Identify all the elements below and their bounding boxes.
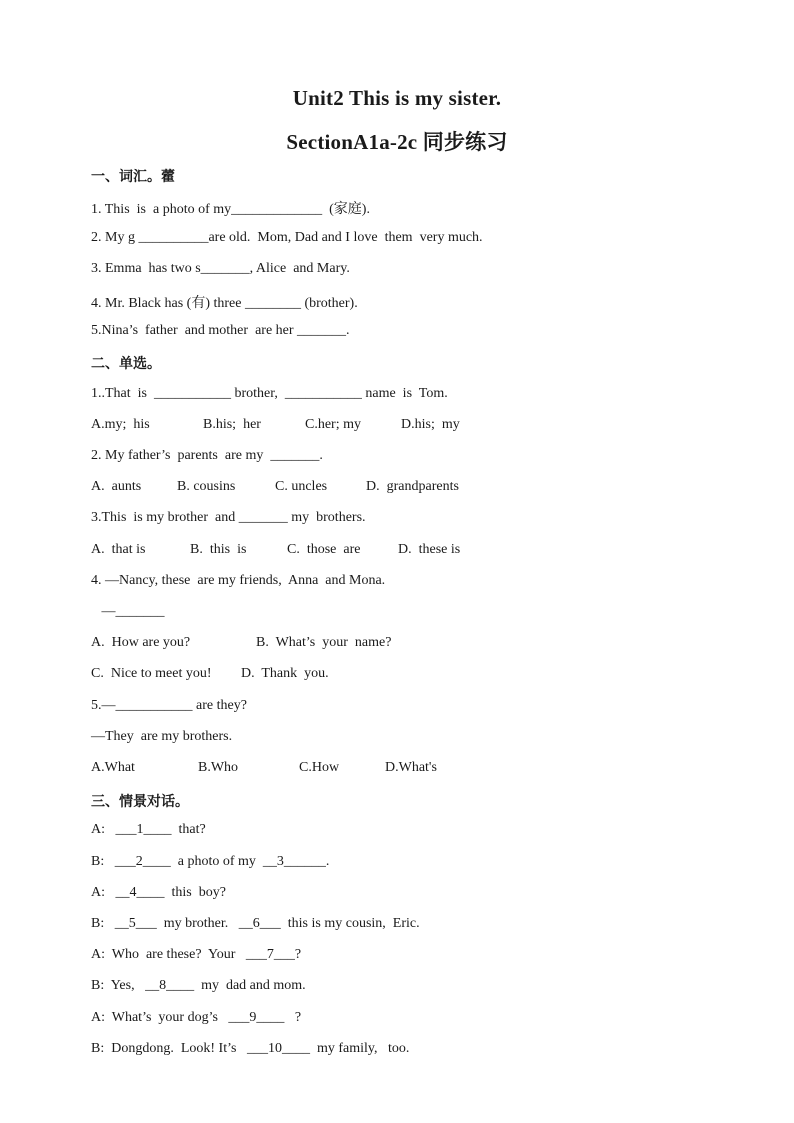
document-subtitle: SectionA1a-2c 同步练习 — [286, 130, 508, 154]
question-4: 4. —Nancy, these are my friends, Anna and Mona. — [91, 573, 386, 588]
dialogue-line: A: What’s your dog’s ___9____ ? — [91, 1010, 302, 1025]
question-1: 1..That is ___________ brother, ___________ name is Tom. — [91, 386, 448, 401]
option-c: C.her; my — [305, 417, 361, 432]
question-2: 2. My father’s parents are my _______. — [91, 448, 323, 463]
question-5: 5.—___________ are they? — [91, 698, 247, 713]
option-b: B. cousins — [177, 479, 236, 494]
section-heading-dialogue: 三、情景对话。 — [91, 794, 189, 810]
option-c: C. uncles — [275, 479, 328, 494]
option-d: D. grandparents — [366, 479, 459, 494]
section-heading-single-choice: 二、单选。 — [91, 356, 161, 372]
option-b: B.his; her — [203, 417, 261, 432]
dialogue-line: A: Who are these? Your ___7___? — [91, 947, 302, 962]
option-a: A. that is — [91, 542, 146, 557]
dialogue-line: B: Dongdong. Look! It’s ___10____ my family, too. — [91, 1041, 410, 1056]
option-c: C. Nice to meet you! — [91, 666, 212, 681]
option-b: B. this is — [190, 542, 247, 557]
question-4-response: —_______ — [91, 604, 165, 619]
vocab-item: 1. This is a photo of my_____________ (家庭). — [91, 202, 370, 217]
option-a: A. How are you? — [91, 635, 191, 650]
option-a: A.What — [91, 760, 135, 775]
option-b: B. What’s your name? — [256, 635, 392, 650]
vocab-item: 5.Nina’s father and mother are her _______. — [91, 323, 350, 338]
option-c: C.How — [299, 760, 340, 775]
option-a: A. aunts — [91, 479, 142, 494]
option-d: D. these is — [398, 542, 461, 557]
vocab-item: 2. My g __________are old. Mom, Dad and I love them very much. — [91, 230, 483, 245]
option-d: D.his; my — [401, 417, 460, 432]
dialogue-line: A: ___1____ that? — [91, 822, 206, 837]
dialogue-line: B: __5___ my brother. __6___ this is my cousin, Eric. — [91, 916, 420, 931]
document-title: Unit2 This is my sister. — [292, 86, 502, 110]
dialogue-line: B: ___2____ a photo of my __3______. — [91, 854, 330, 869]
option-c: C. those are — [287, 542, 361, 557]
vocab-item: 3. Emma has two s_______, Alice and Mary. — [91, 261, 350, 276]
dialogue-line: B: Yes, __8____ my dad and mom. — [91, 978, 306, 993]
option-d: D. Thank you. — [241, 666, 329, 681]
section-heading-vocabulary: 一、词汇。藿 — [91, 169, 175, 185]
option-a: A.my; his — [91, 417, 150, 432]
vocab-item: 4. Mr. Black has (有) three ________ (brother). — [91, 296, 358, 311]
question-5-response: —They are my brothers. — [91, 729, 233, 744]
dialogue-line: A: __4____ this boy? — [91, 885, 226, 900]
question-3: 3.This is my brother and _______ my brothers. — [91, 510, 366, 525]
option-b: B.Who — [198, 760, 239, 775]
option-d: D.What's — [385, 760, 437, 775]
